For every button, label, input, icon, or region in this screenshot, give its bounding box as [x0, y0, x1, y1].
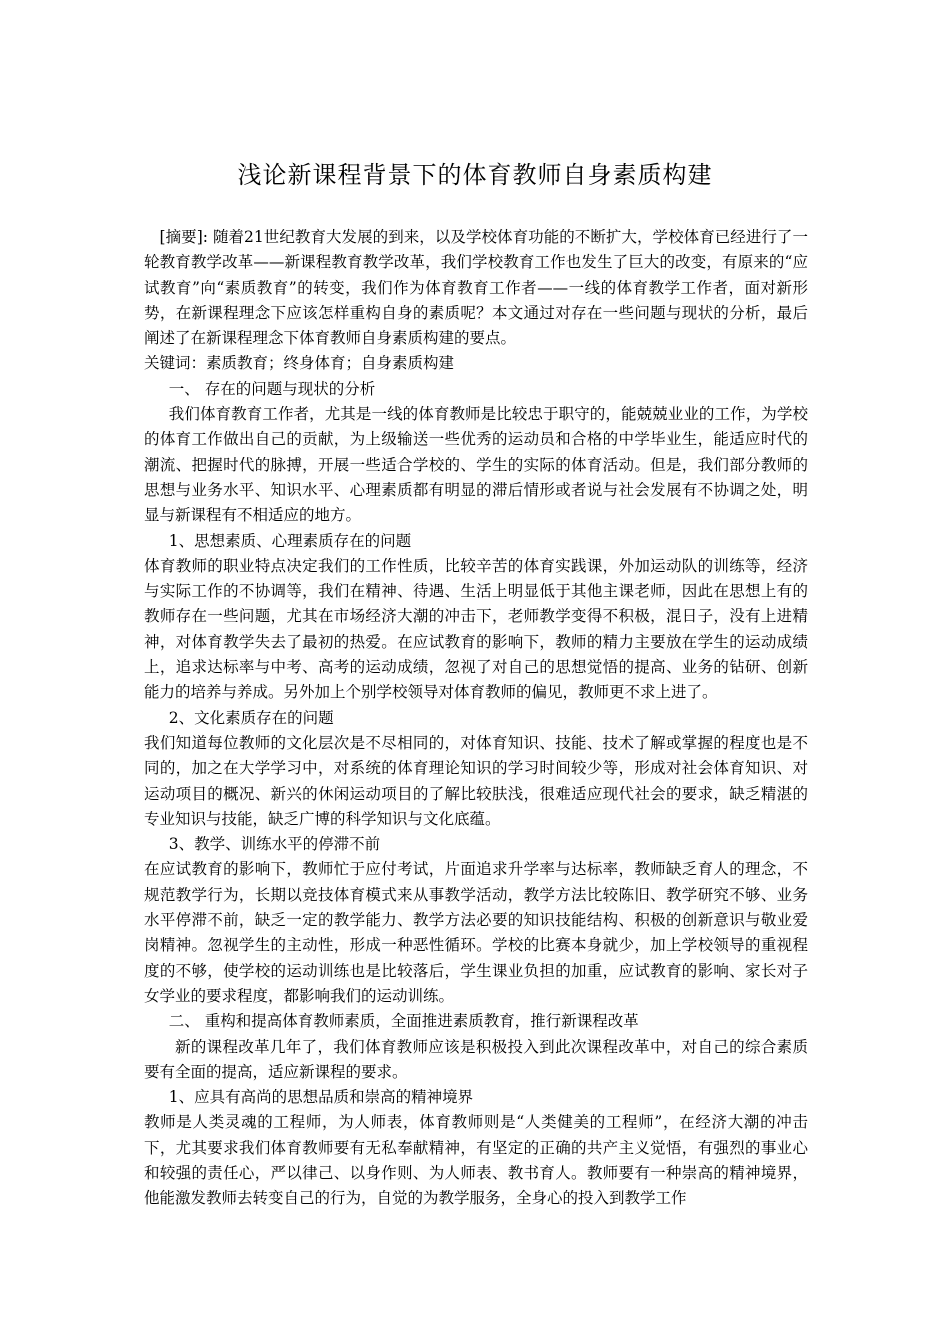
section-heading-2: 二、 重构和提高体育教师素质，全面推进素质教育，推行新课程改革 [168, 1012, 639, 1031]
document-body [144, 225, 808, 1212]
body-paragraph: 教师是人类灵魂的工程师，为人师表，体育教师则是“人类健美的工程师”，在经济大潮的冲击下，尤其要求我们体育教师要有无私奉献精神，有坚定的正确的共产主义觉悟，有强烈的事业心和较强的责任心，严以律己、以身作则、为人师表、教书育人。教师要有一种崇高的精神境界，他能激发教师去转变自己的行为，自觉的为教学服务，全身心的投入到教学工作 [144, 1113, 808, 1208]
subsection-heading-1-1: 1、思想素质、心理素质存在的问题 [168, 531, 412, 550]
subsection-heading-2-1: 1、应具有高尚的思想品质和崇高的精神境界 [168, 1088, 474, 1107]
body-paragraph: 我们体育教育工作者，尤其是一线的体育教师是比较忠于职守的，能兢兢业业的工作，为学校的体育工作做出自己的贡献，为上级输送一些优秀的运动员和合格的中学毕业生，能适应时代的潮流、把握时代的脉搏，开展一些适合学校的、学生的实际的体育活动。但是，我们部分教师的思想与业务水平、知识水平、心理素质都有明显的滞后情形或者说与社会发展有不协调之处，明显与新课程有不相适应的地方。 [144, 405, 808, 525]
body-paragraph: 新的课程改革几年了，我们体育教师应该是积极投入到此次课程改革中，对自己的综合素质要有全面的提高，适应新课程的要求。 [144, 1037, 808, 1081]
section-heading-1: 一、 存在的问题与现状的分析 [168, 379, 376, 398]
body-paragraph: 体育教师的职业特点决定我们的工作性质，比较辛苦的体育实践课，外加运动队的训练等，经济与实际工作的不协调等，我们在精神、待遇、生活上明显低于其他主课老师，因此在思想上有的教师存在一些问题，尤其在市场经济大潮的冲击下，老师教学变得不积极，混日子，没有上进精神，对体育教学失去了最初的热爱。在应试教育的影响下，教师的精力主要放在学生的运动成绩上，追求达标率与中考、高考的运动成绩，忽视了对自己的思想觉悟的提高、业务的钻研、创新能力的培养与养成。另外加上个别学校领导对体育教师的偏见，教师更不求上进了。 [144, 556, 808, 702]
body-paragraph: 在应试教育的影响下，教师忙于应付考试，片面追求升学率与达标率，教师缺乏育人的理念，不规范教学行为，长期以竞技体育模式来从事教学活动，教学方法比较陈旧、教学研究不够、业务水平停滞不前，缺乏一定的教学能力、教学方法必要的知识技能结构、积极的创新意识与敬业爱岗精神。忽视学生的主动性，形成一种恶性循环。学校的比赛本身就少，加上学校领导的重视程度的不够，使学校的运动训练也是比较落后，学生课业负担的加重，应试教育的影响、家长对子女学业的要求程度，都影响我们的运动训练。 [144, 860, 808, 1005]
body-paragraph: 我们知道每位教师的文化层次是不尽相同的，对体育知识、技能、技术了解或掌握的程度也是不同的，加之在大学学习中，对系统的体育理论知识的学习时间较少等，形成对社会体育知识、对运动项目的概况、新兴的休闲运动项目的了解比较肤浅，很难适应现代社会的要求，缺乏精湛的专业知识与技能，缺乏广博的科学知识与文化底蕴。 [144, 733, 808, 828]
document-title: 浅论新课程背景下的体育教师自身素质构建 [237, 161, 713, 189]
subsection-heading-1-2: 2、文化素质存在的问题 [168, 708, 334, 727]
abstract-paragraph: [摘要]: 随着21世纪教育大发展的到来，以及学校体育功能的不断扩大，学校体育已经进行了一轮教育教学改革——新课程教育教学改革，我们学校教育工作也发生了巨大的改变，有原来的“应试教育”向“素质教育”的转变，我们作为体育教育工作者——一线的体育教学工作者，面对新形势，在新课程理念下应该怎样重构自身的素质呢？本文通过对存在一些问题与现状的分析，最后阐述了在新课程理念下体育教师自身素质构建的要点。 [144, 228, 808, 348]
subsection-heading-1-3: 3、教学、训练水平的停滞不前 [168, 835, 381, 854]
keywords-line: 关键词：素质教育；终身体育；自身素质构建 [144, 354, 455, 373]
